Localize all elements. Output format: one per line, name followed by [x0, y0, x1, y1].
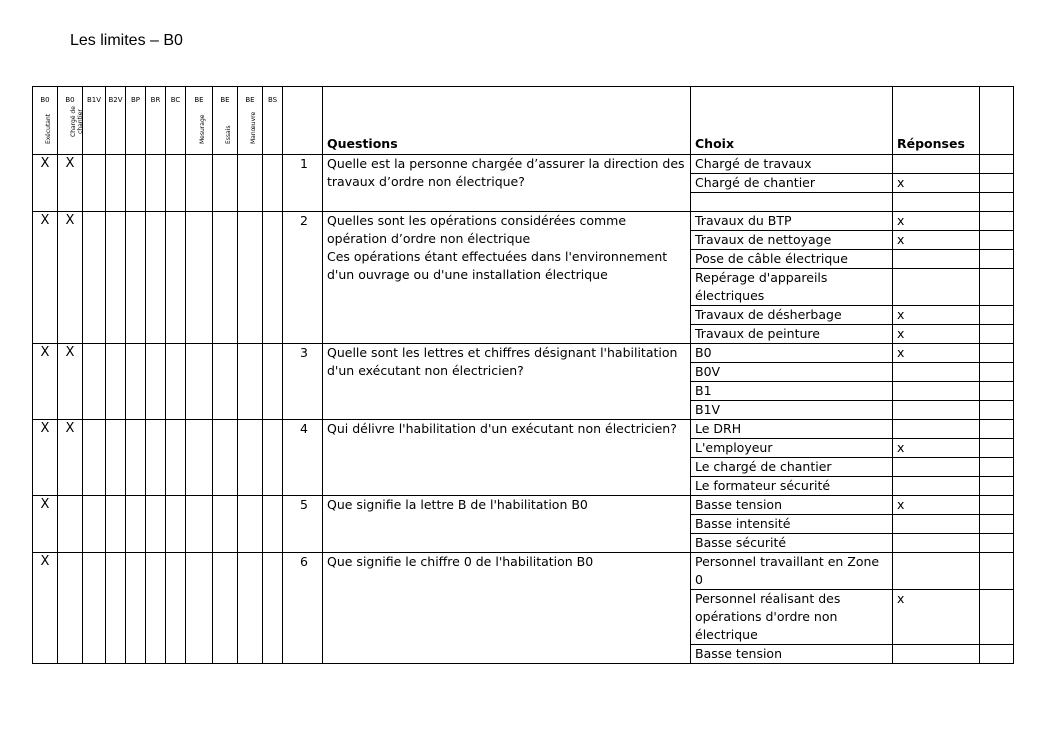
questions-table [32, 86, 1014, 664]
habilitation-mark [58, 496, 83, 553]
answer-cell [893, 382, 980, 401]
choice-row [33, 344, 1014, 363]
answer-cell: x [893, 306, 980, 325]
habilitation-mark [106, 344, 126, 420]
answer-cell [893, 401, 980, 420]
habilitation-subtitle: Chargé de chantier [70, 106, 84, 137]
habilitation-mark [83, 155, 106, 212]
habilitation-code: BE [245, 96, 255, 104]
habilitation-code: B2V [108, 96, 123, 104]
answer-cell [893, 250, 980, 269]
answer-cell [893, 420, 980, 439]
answer-cell: x [893, 496, 980, 515]
habilitation-mark [213, 553, 238, 664]
choix-header: Choix [691, 87, 893, 155]
choice-label: Travaux du BTP [691, 212, 893, 231]
habilitation-header [213, 87, 238, 155]
extra-header [980, 87, 1014, 155]
extra-cell [980, 553, 1014, 590]
habilitation-mark [166, 155, 186, 212]
habilitation-mark [263, 155, 283, 212]
habilitation-mark [263, 420, 283, 496]
habilitation-mark [186, 344, 213, 420]
habilitation-mark [126, 496, 146, 553]
question-text: Que signifie la lettre B de l'habilitation B0 [323, 496, 691, 553]
habilitation-mark [146, 420, 166, 496]
reponses-header: Réponses [893, 87, 980, 155]
habilitation-subtitle: Essais [225, 125, 232, 144]
answer-cell [893, 553, 980, 590]
extra-cell [980, 420, 1014, 439]
habilitation-code: BP [130, 96, 141, 104]
habilitation-mark: X [33, 553, 58, 664]
extra-cell [980, 515, 1014, 534]
answer-cell: x [893, 325, 980, 344]
habilitation-header [166, 87, 186, 155]
habilitation-mark [146, 496, 166, 553]
habilitation-mark [166, 212, 186, 344]
header-row [33, 87, 1014, 155]
habilitation-mark [238, 155, 263, 212]
number-header [283, 87, 323, 155]
habilitation-header [33, 87, 58, 155]
choice-label: B1V [691, 401, 893, 420]
habilitation-mark [146, 553, 166, 664]
habilitation-mark [106, 212, 126, 344]
habilitation-mark [213, 212, 238, 344]
habilitation-mark [213, 155, 238, 212]
habilitation-mark [186, 553, 213, 664]
habilitation-mark [106, 553, 126, 664]
habilitation-header [263, 87, 283, 155]
habilitation-code: BE [194, 96, 204, 104]
choice-label: B1 [691, 382, 893, 401]
choice-label: Basse tension [691, 645, 893, 664]
habilitation-subtitle: Mesurage [199, 114, 206, 144]
habilitation-code: BC [170, 96, 181, 104]
extra-cell [980, 231, 1014, 250]
answer-cell [893, 645, 980, 664]
extra-cell [980, 155, 1014, 174]
extra-cell [980, 193, 1014, 212]
habilitation-mark [263, 496, 283, 553]
habilitation-mark [126, 155, 146, 212]
habilitation-mark [186, 420, 213, 496]
extra-cell [980, 382, 1014, 401]
habilitation-mark: X [58, 155, 83, 212]
habilitation-mark [238, 496, 263, 553]
habilitation-mark [213, 496, 238, 553]
choice-label: Basse tension [691, 496, 893, 515]
extra-cell [980, 250, 1014, 269]
answer-cell: x [893, 590, 980, 645]
habilitation-mark [186, 155, 213, 212]
habilitation-mark [166, 420, 186, 496]
choice-label: Le formateur sécurité [691, 477, 893, 496]
habilitation-mark [126, 212, 146, 344]
habilitation-mark [106, 155, 126, 212]
habilitation-mark [126, 420, 146, 496]
extra-cell [980, 212, 1014, 231]
extra-cell [980, 363, 1014, 382]
answer-cell [893, 515, 980, 534]
habilitation-mark [126, 553, 146, 664]
choice-label: Travaux de désherbage [691, 306, 893, 325]
habilitation-code: BE [220, 96, 230, 104]
habilitation-mark [263, 553, 283, 664]
extra-cell [980, 325, 1014, 344]
choice-label: Repérage d'appareils électriques [691, 269, 893, 306]
habilitation-mark [83, 496, 106, 553]
answer-cell [893, 534, 980, 553]
extra-cell [980, 174, 1014, 193]
extra-cell [980, 534, 1014, 553]
habilitation-mark: X [58, 420, 83, 496]
extra-cell [980, 306, 1014, 325]
habilitation-mark: X [33, 344, 58, 420]
choice-label: Chargé de chantier [691, 174, 893, 193]
answer-cell: x [893, 231, 980, 250]
question-number: 3 [283, 344, 323, 420]
habilitation-code: B1V [86, 96, 102, 104]
habilitation-mark [238, 553, 263, 664]
choice-label [691, 193, 893, 212]
question-number: 2 [283, 212, 323, 344]
habilitation-subtitle: Exécutant [45, 113, 52, 144]
habilitation-mark: X [33, 155, 58, 212]
habilitation-mark [146, 212, 166, 344]
habilitation-mark [166, 496, 186, 553]
extra-cell [980, 439, 1014, 458]
habilitation-mark [58, 553, 83, 664]
habilitation-mark [186, 212, 213, 344]
habilitation-code: BS [267, 96, 278, 104]
answer-cell: x [893, 174, 980, 193]
choice-label: Le DRH [691, 420, 893, 439]
page-title: Les limites – B0 [70, 32, 183, 49]
extra-cell [980, 496, 1014, 515]
habilitation-mark [83, 420, 106, 496]
choice-row [33, 155, 1014, 174]
answer-cell [893, 269, 980, 306]
habilitation-mark [263, 344, 283, 420]
habilitation-mark: X [33, 420, 58, 496]
habilitation-code: BR [150, 96, 161, 104]
question-number: 6 [283, 553, 323, 664]
habilitation-mark [106, 420, 126, 496]
habilitation-mark [146, 344, 166, 420]
extra-cell [980, 590, 1014, 645]
habilitation-mark [126, 344, 146, 420]
answer-cell [893, 477, 980, 496]
habilitation-mark [83, 553, 106, 664]
habilitation-header [186, 87, 213, 155]
extra-cell [980, 477, 1014, 496]
habilitation-header [146, 87, 166, 155]
answer-cell [893, 155, 980, 174]
habilitation-code: B0 [40, 96, 50, 104]
answer-cell [893, 458, 980, 477]
habilitation-mark [83, 344, 106, 420]
habilitation-mark [263, 212, 283, 344]
question-number: 1 [283, 155, 323, 212]
choice-row [33, 553, 1014, 590]
habilitation-mark [238, 212, 263, 344]
choice-label: Travaux de nettoyage [691, 231, 893, 250]
choice-label: B0 [691, 344, 893, 363]
habilitation-mark [213, 420, 238, 496]
answer-cell: x [893, 439, 980, 458]
habilitation-mark: X [58, 212, 83, 344]
habilitation-mark: X [33, 212, 58, 344]
extra-cell [980, 269, 1014, 306]
habilitation-header [106, 87, 126, 155]
habilitation-mark: X [33, 496, 58, 553]
choice-label: B0V [691, 363, 893, 382]
extra-cell [980, 401, 1014, 420]
choice-label: Personnel travaillant en Zone 0 [691, 553, 893, 590]
answer-cell: x [893, 344, 980, 363]
choice-row [33, 496, 1014, 515]
habilitation-mark [238, 420, 263, 496]
choice-label: Basse intensité [691, 515, 893, 534]
question-text: Quelle est la personne chargée d’assurer la direction des travaux d’ordre non électrique? [323, 155, 691, 212]
habilitation-header [238, 87, 263, 155]
choice-label: Le chargé de chantier [691, 458, 893, 477]
habilitation-mark: X [58, 344, 83, 420]
habilitation-mark [106, 496, 126, 553]
habilitation-subtitle: Manœuvre [250, 111, 257, 144]
choice-label: Travaux de peinture [691, 325, 893, 344]
habilitation-header [83, 87, 106, 155]
extra-cell [980, 645, 1014, 664]
choice-label: Chargé de travaux [691, 155, 893, 174]
choice-label: L'employeur [691, 439, 893, 458]
habilitation-code: B0 [65, 96, 75, 104]
extra-cell [980, 458, 1014, 477]
question-number: 5 [283, 496, 323, 553]
extra-cell [980, 344, 1014, 363]
habilitation-header [126, 87, 146, 155]
choice-label: Pose de câble électrique [691, 250, 893, 269]
habilitation-mark [166, 344, 186, 420]
answer-cell: x [893, 212, 980, 231]
question-text: Que signifie le chiffre 0 de l'habilitation B0 [323, 553, 691, 664]
question-number: 4 [283, 420, 323, 496]
habilitation-mark [213, 344, 238, 420]
question-text: Quelles sont les opérations considérées comme opération d’ordre non électrique Ces opérations étant effectuées dans l'environnement d'un ouvrage ou d'une installation électrique [323, 212, 691, 344]
habilitation-mark [83, 212, 106, 344]
questions-header: Questions [323, 87, 691, 155]
choice-label: Basse sécurité [691, 534, 893, 553]
habilitation-header [58, 87, 83, 155]
choice-row [33, 212, 1014, 231]
question-text: Quelle sont les lettres et chiffres désignant l'habilitation d'un exécutant non électricien? [323, 344, 691, 420]
habilitation-mark [186, 496, 213, 553]
habilitation-mark [166, 553, 186, 664]
choice-label: Personnel réalisant des opérations d'ordre non électrique [691, 590, 893, 645]
choice-row [33, 420, 1014, 439]
answer-cell [893, 193, 980, 212]
habilitation-mark [238, 344, 263, 420]
habilitation-mark [146, 155, 166, 212]
question-text: Qui délivre l'habilitation d'un exécutant non électricien? [323, 420, 691, 496]
answer-cell [893, 363, 980, 382]
